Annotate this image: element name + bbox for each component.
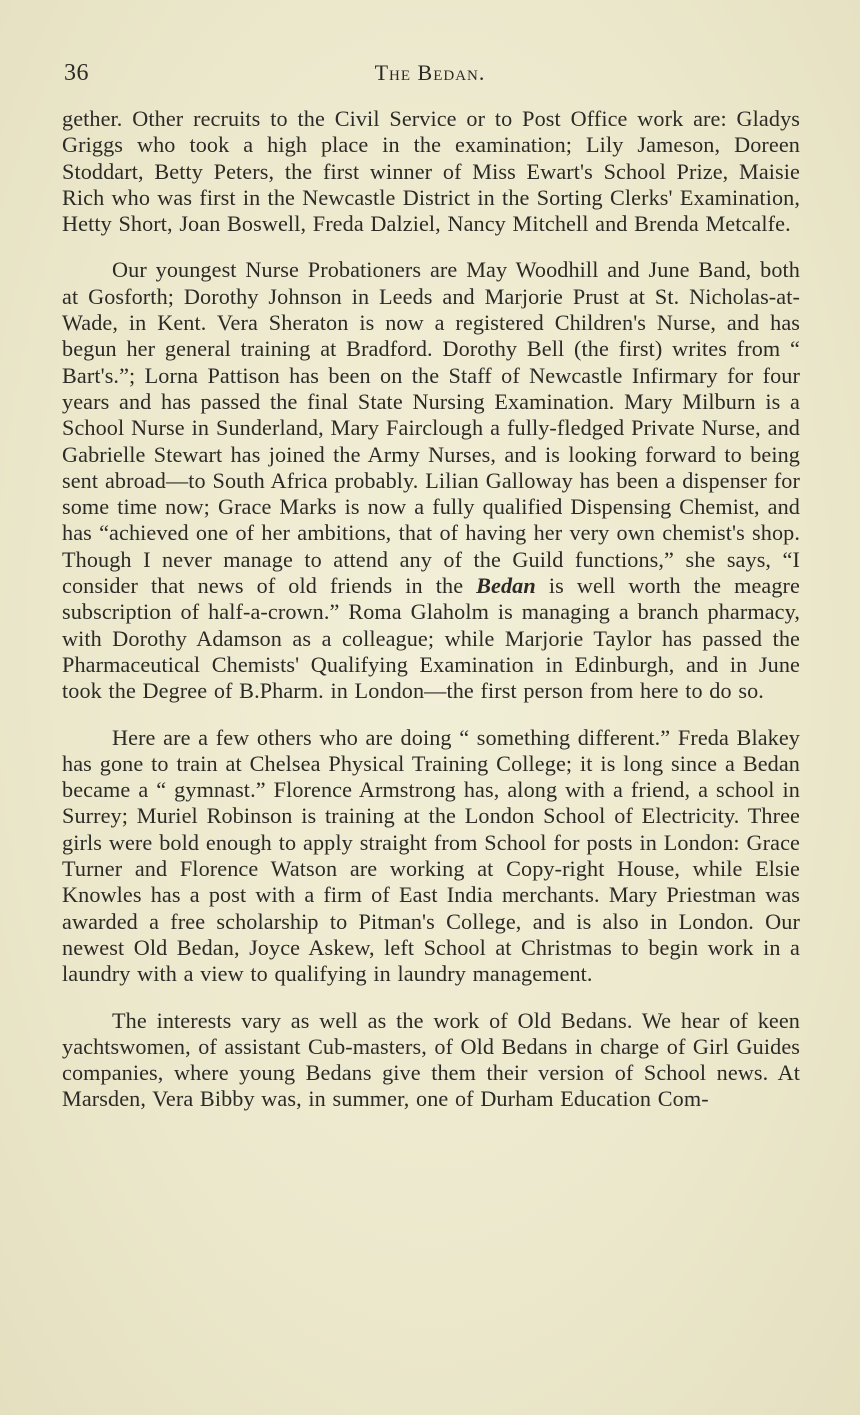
- article-body: [62, 106, 800, 1113]
- journal-name-italic: Bedan: [476, 573, 536, 599]
- paragraph-text-after-italic: is well worth the meagre subscription of half-a-crown.” Roma Glaholm is managing a branch pharmacy, with Dorothy Adamson as a colleague; while Marjorie Taylor has passed the Pharmaceutical Chemists' Qualifying Examination in Edinburgh, and in June took the Degree of B.Pharm. in London—the first person from here to do so.: [62, 573, 800, 704]
- paragraph-civil-service: gether. Other recruits to the Civil Service or to Post Office work are: Gladys Griggs who took a high place in the examination; Lily Jameson, Doreen Stoddart, Betty Peters, the first winner of Miss Ewart's School Prize, Maisie Rich who was first in the Newcastle District in the Sorting Clerks' Examination, Hetty Short, Joan Boswell, Freda Dalziel, Nancy Mitchell and Brenda Metcalfe.: [62, 106, 800, 237]
- paragraph-something-different: Here are a few others who are doing “ something different.” Freda Blakey has gone to train at Chelsea Physical Training College; it is long since a Bedan became a “ gymnast.” Florence Armstrong has, along with a friend, a school in Surrey; Muriel Robinson is training at the London School of Electricity. Three girls were bold enough to apply straight from School for posts in London: Grace Turner and Florence Watson are working at Copy-right House, while Elsie Knowles has a post with a firm of East India merchants. Mary Priestman was awarded a free scholarship to Pitman's College, and is also in London. Our newest Old Bedan, Joyce Askew, left School at Christmas to begin work in a laundry with a view to qualifying in laundry management.: [62, 724, 800, 987]
- running-head: [0, 58, 860, 92]
- journal-title: The Bedan.: [374, 60, 486, 85]
- paragraph-interests: The interests vary as well as the work of Old Bedans. We hear of keen yachtswomen, of assistant Cub-masters, of Old Bedans in charge of Girl Guides companies, where young Bedans give them their version of School news. At Marsden, Vera Bibby was, in summer, one of Durham Education Com-: [62, 1007, 800, 1112]
- paragraph-nurses-chemists: [62, 257, 800, 704]
- page-number: 36: [64, 60, 89, 86]
- paragraph-text-before-italic: Our youngest Nurse Probationers are May Woodhill and June Band, both at Gosforth; Dorothy Johnson in Leeds and Marjorie Prust at St. Nicholas-at-Wade, in Kent. Vera Sheraton is now a registered Children's Nurse, and has begun her general training at Bradford. Dorothy Bell (the first) writes from “ Bart's.”; Lorna Pattison has been on the Staff of Newcastle Infirmary for four years and has passed the final State Nursing Examination. Mary Milburn is a School Nurse in Sunderland, Mary Fairclough a fully-fledged Private Nurse, and Gabrielle Stewart has joined the Army Nurses, and is looking forward to being sent abroad—to South Africa probably. Lilian Galloway has been a dispenser for some time now; Grace Marks is now a fully qualified Dispensing Chemist, and has “achieved one of her ambitions, that of having her very own chemist's shop. Though I never manage to attend any of the Guild functions,” she says, “I consider that news of old friends in the: [62, 257, 800, 599]
